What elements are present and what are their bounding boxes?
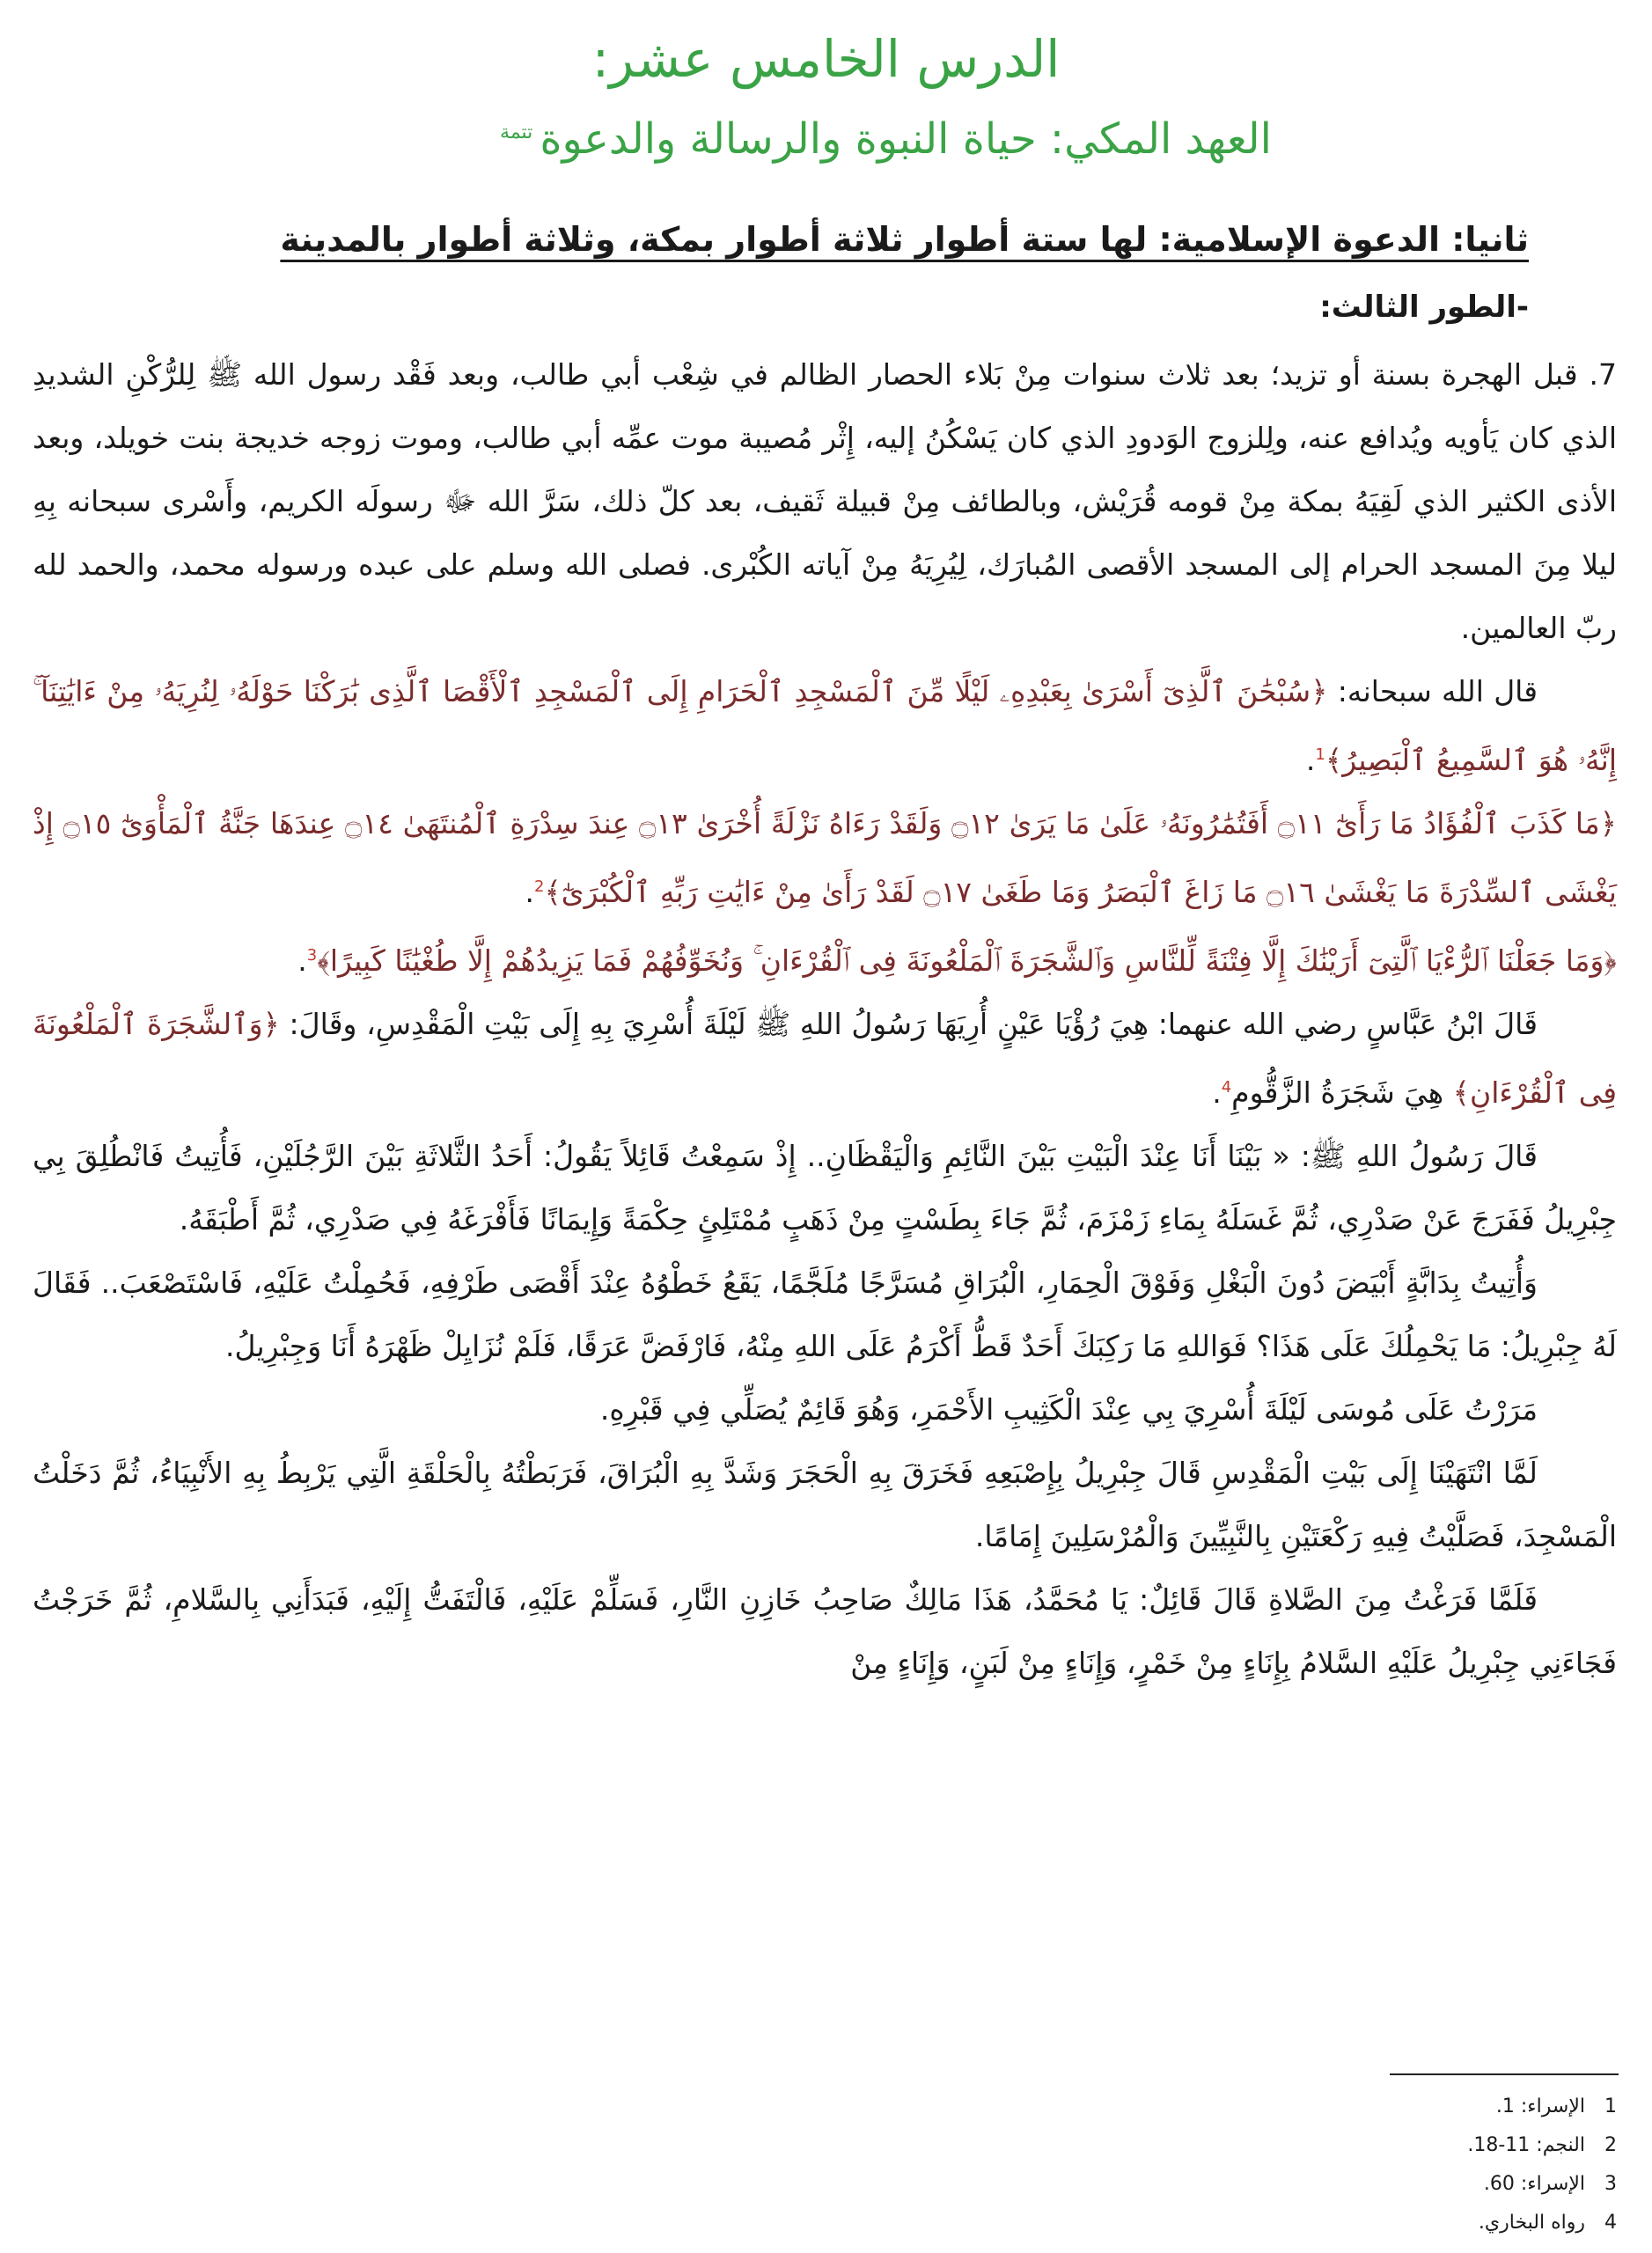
lesson-subtitle: [500, 104, 1272, 168]
paragraph-4: ﴿وَمَا جَعَلْنَا ٱلرُّءْيَا ٱلَّتِىٓ أَرَيْنَٰكَ إِلَّا فِتْنَةً لِّلنَّاسِ وَٱلشَّجَرَةَ ٱلْمَلْعُونَةَ فِى ٱلْقُرْءَانِ ۚ وَنُخَوِّفُهُمْ فَمَا يَزِيدُهُمْ إِلَّا طُغْيَٰنًا كَبِيرًا﴾$^3$.: [297, 943, 1617, 978]
footnote-ref-3: 3: [306, 946, 318, 965]
footnote-item: [1467, 2165, 1617, 2204]
section-heading: ثانيا: الدعوة الإسلامية: لها ستة أطوار ثلاثة أطوار بمكة، وثلاثة أطوار بالمدينة: [280, 220, 1529, 259]
paragraph-1: 7. قبل الهجرة بسنة أو تزيد؛ بعد ثلاث سنوات مِنْ بَلاء الحصار الظالم في شِعْب أبي طالب، وبعد فَقْد رسول الله ﷺ لِلرُّكْنِ الشديدِ الذي كان يَأويه ويُدافع عنه، ولِلزوج الوَدودِ الذي كان يَسْكُنُ إليه، إِثْر مُصيبة موت عمِّه أبي طالب، وموت زوجه خديجة بنت خويلد، وبعد الأذى الكثير الذي لَقِيَهُ بمكة مِنْ قومه قُرَيْش، وبالطائف مِنْ قبيلة ثَقيف، بعد كلّ ذلك، سَرَّ الله ﷻ رسولَه الكريم، وأَسْرى سبحانه بِهِ ليلا مِنَ المسجد الحرام إلى المسجد الأقصى المُبارَك، لِيُرِيَهُ مِنْ آياته الكُبْرى. فصلى الله وسلم على عبده ورسوله محمد، والحمد لله ربّ العالمين.: [33, 357, 1617, 645]
footnote-ref-4: 4: [1221, 1078, 1232, 1097]
footnote-text: النجم: 11-18.: [1467, 2134, 1585, 2156]
footnote-ref-2: 2: [534, 877, 545, 896]
paragraph-9: لَمَّا انْتَهَيْنَا إِلَى بَيْتِ الْمَقْدِسِ قَالَ جِبْرِيلُ بِإِصْبَعِهِ فَخَرَقَ بِهِ الْحَجَرَ وَشَدَّ بِهِ الْبُرَاقَ، فَرَبَطْتُهُ بِالْحَلْقَةِ الَّتِي يَرْبِطُ بِهِ الأَنْبِيَاءُ، ثُمَّ دَخَلْتُ الْمَسْجِدَ، فَصَلَّيْتُ فِيهِ رَكْعَتَيْنِ بِالنَّبِيِّينَ وَالْمُرْسَلِينَ إِمَامًا.: [33, 1456, 1617, 1553]
quran-verse-isra-1: ﴿سُبْحَٰنَ ٱلَّذِىٓ أَسْرَىٰ بِعَبْدِهِۦ لَيْلًا مِّنَ ٱلْمَسْجِدِ ٱلْحَرَامِ إِلَى ٱلْمَسْجِدِ ٱلْأَقْصَا ٱلَّذِى بَٰرَكْنَا حَوْلَهُۥ لِنُرِيَهُۥ مِنْ ءَايَٰتِنَآ ۚ إِنَّهُۥ هُوَ ٱلسَّمِيعُ ٱلْبَصِيرُ﴾: [33, 674, 1617, 777]
paragraph-6: قَالَ رَسُولُ اللهِ ﷺ: « بَيْنَا أَنَا عِنْدَ الْبَيْتِ بَيْنَ النَّائِمِ وَالْيَقْظَانِ.. إِذْ سَمِعْتُ قَائِلاً يَقُولُ: أَحَدُ الثَّلاثَةِ بَيْنَ الرَّجُلَيْنِ، فَأُتِيتُ فَانْطُلِقَ بِي جِبْرِيلُ فَفَرَجَ عَنْ صَدْرِي، ثُمَّ غَسَلَهُ بِمَاءِ زَمْزَمَ، ثُمَّ جَاءَ بِطَسْتٍ مِنْ ذَهَبٍ مُمْتَلِئٍ حِكْمَةً وَإِيمَانًا فَأَفْرَغَهُ فِي صَدْرِي، ثُمَّ أَطْبَقَهُ.: [33, 1139, 1617, 1237]
footnote-number: 1: [1604, 2095, 1617, 2117]
quran-verse-isra-60: ﴿وَمَا جَعَلْنَا ٱلرُّءْيَا ٱلَّتِىٓ أَرَيْنَٰكَ إِلَّا فِتْنَةً لِّلنَّاسِ وَٱلشَّجَرَةَ ٱلْمَلْعُونَةَ فِى ٱلْقُرْءَانِ ۚ وَنُخَوِّفُهُمْ فَمَا يَزِيدُهُمْ إِلَّا طُغْيَٰنًا كَبِيرًا﴾: [317, 943, 1617, 978]
footnote-text: الإسراء: 1.: [1495, 2095, 1585, 2117]
footnote-ref-1: 1: [1315, 745, 1325, 764]
footnotes: [1467, 2088, 1617, 2242]
subtitle-suffix: تتمة: [500, 121, 533, 143]
quran-verse-najm: ﴿مَا كَذَبَ ٱلْفُؤَادُ مَا رَأَىٰٓ ۝١١ أَفَتُمَٰرُونَهُۥ عَلَىٰ مَا يَرَىٰ ۝١٢ وَلَقَدْ رَءَاهُ نَزْلَةً أُخْرَىٰ ۝١٣ عِندَ سِدْرَةِ ٱلْمُنتَهَىٰ ۝١٤ عِندَهَا جَنَّةُ ٱلْمَأْوَىٰٓ ۝١٥ إِذْ يَغْشَى ٱلسِّدْرَةَ مَا يَغْشَىٰ ۝١٦ مَا زَاغَ ٱلْبَصَرُ وَمَا طَغَىٰ ۝١٧ لَقَدْ رَأَىٰ مِنْ ءَايَٰتِ رَبِّهِ ٱلْكُبْرَىٰٓ﴾: [33, 806, 1617, 909]
paragraph-8: مَرَرْتُ عَلَى مُوسَى لَيْلَةَ أُسْرِيَ بِي عِنْدَ الْكَثِيبِ الأَحْمَرِ، وَهُوَ قَائِمٌ يُصَلِّي فِي قَبْرِهِ.: [599, 1392, 1538, 1427]
stage-heading: -الطور الثالث:: [1319, 290, 1529, 325]
paragraph-2-intro: قال الله سبحانه:: [1327, 674, 1538, 708]
paragraph-3: ﴿مَا كَذَبَ ٱلْفُؤَادُ مَا رَأَىٰٓ ۝١١ أَفَتُمَٰرُونَهُۥ عَلَىٰ مَا يَرَىٰ ۝١٢ وَلَقَدْ رَءَاهُ نَزْلَةً أُخْرَىٰ ۝١٣ عِندَ سِدْرَةِ ٱلْمُنتَهَىٰ ۝١٤ عِندَهَا جَنَّةُ ٱلْمَأْوَىٰٓ ۝١٥ إِذْ يَغْشَى ٱلسِّدْرَةَ مَا يَغْشَىٰ ۝١٦ مَا زَاغَ ٱلْبَصَرُ وَمَا طَغَىٰ ۝١٧ لَقَدْ رَأَىٰ مِنْ ءَايَٰتِ رَبِّهِ ٱلْكُبْرَىٰٓ﴾$^2$.: [33, 806, 1617, 909]
footnote-number: 4: [1604, 2212, 1617, 2234]
paragraph-5: قَالَ ابْنُ عَبَّاسٍ رضي الله عنهما: هِيَ رُؤْيَا عَيْنٍ أُرِيَهَا رَسُولُ اللهِ ﷺ لَيْلَةَ أُسْرِيَ بِهِ إِلَى بَيْتِ الْمَقْدِسِ، وقَالَ: ﴿وَٱلشَّجَرَةَ ٱلْمَلْعُونَةَ فِى ٱلْقُرْءَانِ﴾ هِيَ شَجَرَةُ الزَّقُّومِ$^4$.: [33, 1007, 1617, 1110]
paragraph-5-text: قَالَ ابْنُ عَبَّاسٍ رضي الله عنهما: هِيَ رُؤْيَا عَيْنٍ أُرِيَهَا رَسُولُ اللهِ ﷺ لَيْلَةَ أُسْرِيَ بِهِ إِلَى بَيْتِ الْمَقْدِسِ، وقَالَ:: [279, 1007, 1538, 1041]
footnote-divider: [1390, 2073, 1619, 2075]
footnote-item: [1467, 2088, 1617, 2126]
quran-quote-tree: ﴿وَٱلشَّجَرَةَ ٱلْمَلْعُونَةَ فِى ٱلْقُرْءَانِ﴾: [33, 1007, 1617, 1110]
footnote-item: [1467, 2204, 1617, 2242]
footnote-number: 2: [1604, 2134, 1617, 2156]
subtitle-text: العهد المكي: حياة النبوة والرسالة والدعوة: [540, 114, 1272, 164]
footnote-item: [1467, 2126, 1617, 2165]
paragraph-2: قال الله سبحانه: ﴿سُبْحَٰنَ ٱلَّذِىٓ أَسْرَىٰ بِعَبْدِهِۦ لَيْلًا مِّنَ ٱلْمَسْجِدِ ٱلْحَرَامِ إِلَى ٱلْمَسْجِدِ ٱلْأَقْصَا ٱلَّذِى بَٰرَكْنَا حَوْلَهُۥ لِنُرِيَهُۥ مِنْ ءَايَٰتِنَآ ۚ إِنَّهُۥ هُوَ ٱلسَّمِيعُ ٱلْبَصِيرُ﴾$^1$.: [33, 674, 1617, 777]
paragraph-7: وَأُتِيتُ بِدَابَّةٍ أَبْيَضَ دُونَ الْبَغْلِ وَفَوْقَ الْحِمَارِ، الْبُرَاقِ مُسَرَّجًا مُلَجَّمًا، يَقَعُ خَطْوُهُ عِنْدَ أَقْصَى طَرْفِهِ، فَحُمِلْتُ عَلَيْهِ، فَاسْتَصْعَبَ.. فَقَالَ لَهُ جِبْرِيلُ: مَا يَحْمِلُكَ عَلَى هَذَا؟ فَوَاللهِ مَا رَكِبَكَ أَحَدٌ قَطُّ أَكْرَمُ عَلَى اللهِ مِنْهُ، فَارْفَضَّ عَرَقًا، فَلَمْ نُزَايِلْ ظَهْرَهُ أَنَا وَجِبْرِيلُ.: [33, 1266, 1617, 1363]
footnote-text: رواه البخاري.: [1478, 2212, 1585, 2234]
footnote-number: 3: [1604, 2173, 1617, 2195]
footnote-text: الإسراء: 60.: [1483, 2173, 1585, 2195]
paragraph-10: فَلَمَّا فَرَغْتُ مِنَ الصَّلاةِ قَالَ قَائِلٌ: يَا مُحَمَّدُ، هَذَا مَالِكٌ صَاحِبُ خَازِنِ النَّارِ، فَسَلِّمْ عَلَيْهِ، فَالْتَفَتُّ إِلَيْهِ، فَبَدَأَنِي بِالسَّلامِ، ثُمَّ خَرَجْتُ فَجَاءَنِي جِبْرِيلُ عَلَيْهِ السَّلامُ بِإِنَاءٍ مِنْ خَمْرٍ، وَإِنَاءٍ مِنْ لَبَنٍ، وَإِنَاءٍ مِنْ: [33, 1582, 1617, 1680]
body-text: [33, 343, 1617, 1695]
paragraph-5-tail: هِيَ شَجَرَةُ الزَّقُّومِ: [1231, 1075, 1453, 1110]
lesson-title: الدرس الخامس عشر:: [591, 29, 1061, 89]
